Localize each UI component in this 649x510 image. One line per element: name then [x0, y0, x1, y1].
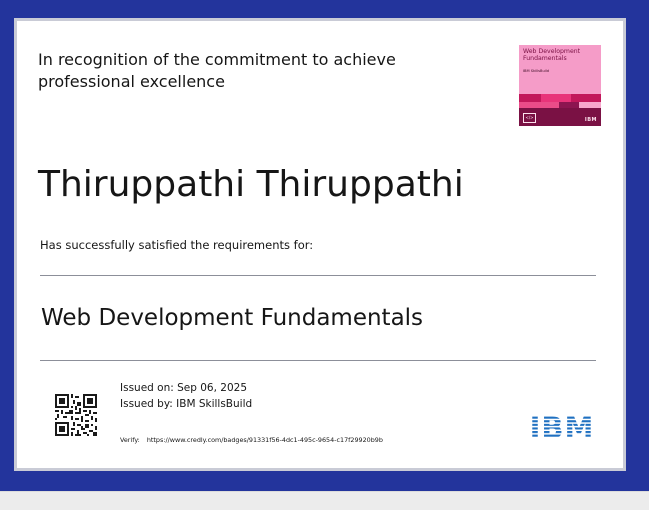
requirements-text: Has successfully satisfied the requirements for:: [40, 238, 314, 252]
ibm-logo-text: IBM: [529, 413, 595, 441]
code-icon: </>: [523, 113, 536, 123]
badge-brand: IBM: [584, 117, 597, 123]
issue-details: [120, 380, 252, 412]
badge-stripe: [579, 102, 601, 108]
recognition-text: [38, 49, 458, 93]
badge-title: Web Development Fundamentals: [523, 48, 581, 62]
divider-top: [40, 275, 596, 276]
badge-subtitle: IBM SkillsBuild: [523, 69, 550, 73]
course-title: Web Development Fundamentals: [41, 305, 424, 331]
issued-by: Issued by: IBM SkillsBuild: [120, 398, 253, 410]
badge-stripe: [541, 94, 571, 102]
certificate-card: [17, 21, 623, 468]
recognition-line-1: In recognition of the commitment to achieve: [38, 50, 396, 69]
recipient-name: Thiruppathi Thiruppathi: [38, 164, 464, 205]
ibm-logo: [527, 413, 597, 441]
verify-link[interactable]: https://www.credly.com/badges/91331f56-4dc1-495c-9654-c17f29920b9b: [146, 436, 383, 444]
verify-label: Verify:: [120, 436, 140, 444]
verify-line: [120, 436, 383, 444]
issued-on: Issued on: Sep 06, 2025: [120, 382, 247, 394]
course-badge-image: [519, 45, 601, 126]
recognition-line-2: professional excellence: [38, 72, 225, 91]
horizontal-scrollbar[interactable]: [0, 491, 649, 510]
qr-code-icon[interactable]: [55, 394, 97, 436]
divider-bottom: [40, 360, 596, 361]
